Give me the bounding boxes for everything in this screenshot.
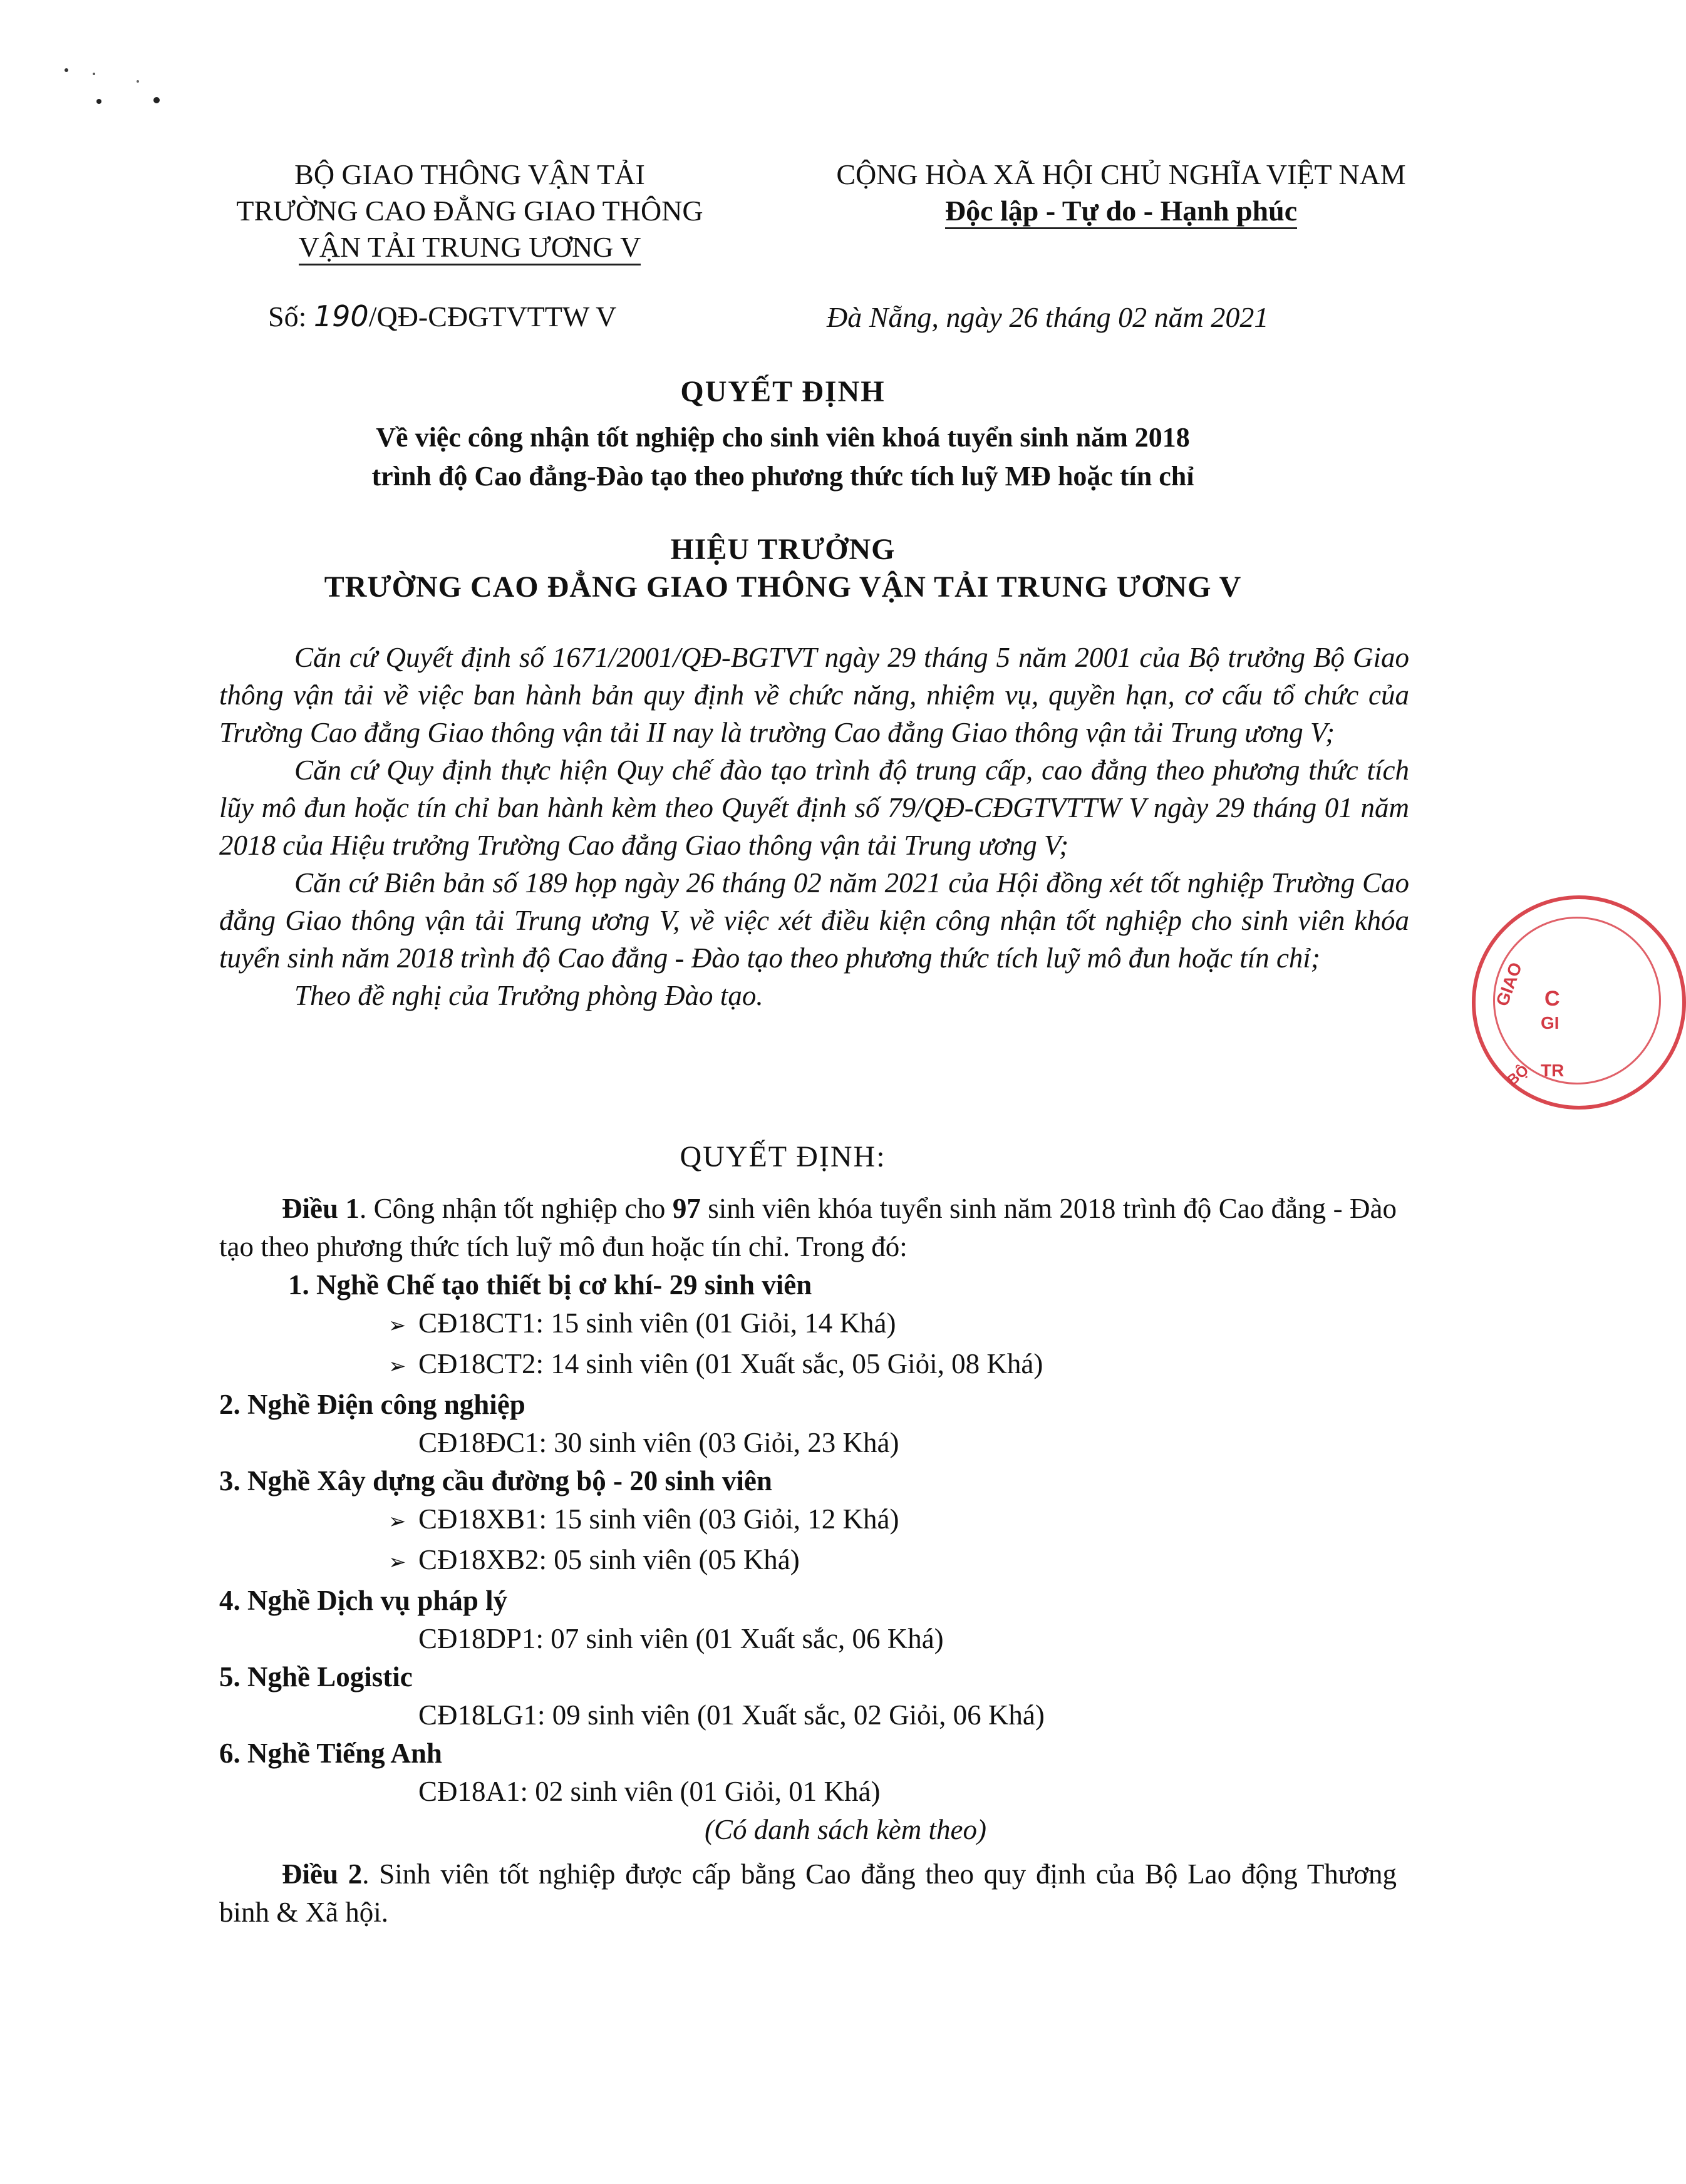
article-2-label: Điều 2 [282,1858,363,1890]
major-heading: 2. Nghề Điện công nghiệp [219,1389,525,1420]
class-item [219,1773,1397,1811]
legal-bases [219,639,1409,1014]
article-1-text-a: . Công nhận tốt nghiệp cho [359,1193,673,1224]
document-title: QUYẾT ĐỊNH [680,375,886,408]
class-text: CĐ18XB2: 05 sinh viên (05 Khá) [418,1544,800,1575]
seal-text-e: BỘ [1504,1061,1533,1089]
seal-inner-ring [1493,917,1661,1084]
rector-title: HIỆU TRƯỞNG [670,533,896,566]
subject-line2: trình độ Cao đẳng-Đào tạo theo phương thức tích luỹ MĐ [371,461,1051,492]
issuer-ministry: BỘ GIAO THÔNG VẬN TẢI [294,158,645,190]
major-heading: 5. Nghề Logistic [219,1661,413,1692]
basis-1: Căn cứ Quyết định số 1671/2001/QĐ-BGTVT ngày 29 tháng 5 năm 2001 của Bộ trưởng Bộ Giao thông vận tải về việc ban hành bản quy định về chức năng, nhiệm vụ, quyền hạn, cơ cấu tổ chức của Trường Cao đẳng Giao thông vận tải II nay là trường Cao đẳng Giao thông vận tải Trung ương V; [219,642,1409,748]
official-seal [1472,895,1686,1110]
docno-handwritten: 190 [313,299,369,333]
major-heading: 4. Nghề Dịch vụ pháp lý [219,1585,508,1616]
rector-school: TRƯỜNG CAO ĐẲNG GIAO THÔNG VẬN TẢI TRUNG ƯƠNG V [324,570,1242,604]
scan-specks [63,56,175,113]
seal-text-a: GIAO [1492,959,1526,1009]
national-header [752,157,1491,229]
seal-text-c: GI [1541,1013,1559,1033]
place-date [827,301,1268,334]
class-text: CĐ18XB1: 15 sinh viên (03 Giỏi, 12 Khá) [418,1503,899,1535]
rector-heading [157,531,1409,606]
arrow-bullet-icon: ➢ [388,1510,406,1533]
arrow-bullet-icon: ➢ [388,1355,406,1378]
subject-line1: Về việc công nhận tốt nghiệp cho sinh viên khoá tuyển sinh năm 2018 [376,422,1190,453]
document-subject [157,418,1409,496]
class-text: CĐ18CT1: 15 sinh viên (01 Giỏi, 14 Khá) [418,1307,896,1339]
article-1 [219,1190,1397,1266]
issuer-header [157,157,783,265]
article-1-text-b: sinh viên khóa tuyển sinh năm 2018 trình độ Cao đẳng - Đào tạo theo phương thức tích luỹ mô đun hoặc tín chỉ. Trong đó: [219,1193,1397,1262]
seal-text-b: C [1544,987,1560,1011]
basis-3: Căn cứ Biên bản số 189 họp ngày 26 tháng 02 năm 2021 của Hội đồng xét tốt nghiệp Trường Cao đẳng Giao thông vận tải Trung ương V, về việc xét điều kiện công nhận tốt nghiệp cho sinh viên khóa tuyển sinh năm 2018 trình độ Cao đẳng - Đào tạo theo phương thức tích luỹ mô đun hoặc tín chỉ; [219,867,1409,974]
class-item [219,1541,1397,1582]
arrow-bullet-icon: ➢ [388,1314,406,1337]
docno-suffix: /QĐ-CĐGTVTTW V [368,301,617,332]
major-heading: 1. Nghề Chế tạo thiết bị cơ khí- 29 sinh viên [288,1269,812,1301]
class-text: CĐ18DP1: 07 sinh viên (01 Xuất sắc, 06 Khá) [418,1623,944,1654]
decision-title: QUYẾT ĐỊNH: [680,1140,886,1173]
decision-body [219,1190,1397,1932]
document-number [268,299,616,333]
major-heading: 3. Nghề Xây dựng cầu đường bộ - 20 sinh viên [219,1465,772,1496]
date-suffix: tháng 02 năm 2021 [1038,301,1269,333]
article-1-label: Điều 1 [282,1193,359,1224]
class-item [219,1424,1397,1462]
national-motto: Độc lập - Tự do - Hạnh phúc [945,195,1297,229]
basis-4: Theo đề nghị của Trưởng phòng Đào tạo. [294,980,763,1011]
date-prefix: Đà Nẵng, ngày [827,301,1010,333]
class-text: CĐ18LG1: 09 sinh viên (01 Xuất sắc, 02 Giỏi, 06 Khá) [418,1699,1045,1731]
issuer-school-line2: VẬN TẢI TRUNG ƯƠNG V [299,231,641,265]
class-text: CĐ18A1: 02 sinh viên (01 Giỏi, 01 Khá) [418,1776,881,1807]
article-2-text: . Sinh viên tốt nghiệp được cấp bằng Cao đẳng theo quy định của Bộ Lao động Thương binh & Xã hội. [219,1858,1397,1928]
class-item [219,1345,1397,1386]
basis-2: Căn cứ Quy định thực hiện Quy chế đào tạo trình độ trung cấp, cao đẳng theo phương thức tích lũy mô đun hoặc tín chỉ ban hành kèm theo Quyết định số 79/QĐ-CĐGTVTTW V ngày 29 tháng 01 năm 2018 của Hiệu trưởng Trường Cao đẳng Giao thông vận tải Trung ương V; [219,755,1409,861]
arrow-bullet-icon: ➢ [388,1551,406,1574]
class-text: CĐ18CT2: 14 sinh viên (01 Xuất sắc, 05 Giỏi, 08 Khá) [418,1348,1043,1379]
article-1-count: 97 [672,1193,701,1224]
attached-list-note: (Có danh sách kèm theo) [705,1814,986,1845]
docno-prefix: Số: [268,301,314,332]
class-text: CĐ18ĐC1: 30 sinh viên (03 Giỏi, 23 Khá) [418,1427,899,1458]
class-item [219,1304,1397,1345]
national-name: CỘNG HÒA XÃ HỘI CHỦ NGHĨA VIỆT NAM [836,158,1406,190]
class-item [219,1500,1397,1541]
subject-line2-end: hoặc tín chỉ [1050,461,1194,492]
article-2 [219,1855,1397,1932]
issuer-school-line1: TRƯỜNG CAO ĐẲNG GIAO THÔNG [236,195,703,227]
class-item [219,1620,1397,1658]
seal-text-d: TR [1541,1061,1564,1080]
major-heading: 6. Nghề Tiếng Anh [219,1738,442,1769]
date-day-handwritten: 26 [1009,301,1038,333]
class-item [219,1696,1397,1734]
